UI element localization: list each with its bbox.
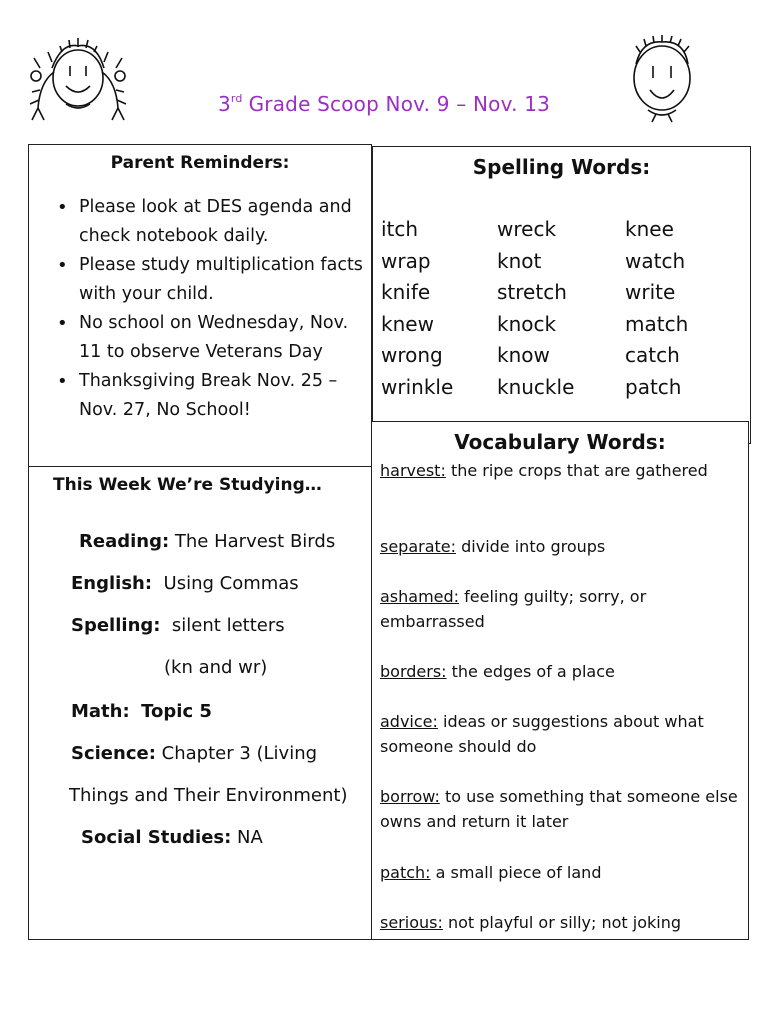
vocab-definition: not playful or silly; not joking bbox=[447, 913, 682, 932]
vocab-definition: to use something that someone else owns and return it later bbox=[380, 787, 738, 831]
spelling-word: match bbox=[625, 311, 689, 336]
vocab-definition: ideas or suggestions about what someone should do bbox=[380, 712, 704, 756]
science-value: Chapter 3 (Living bbox=[161, 743, 318, 764]
studying-panel bbox=[28, 466, 372, 940]
social-studies-line bbox=[81, 827, 263, 848]
vocab-entry bbox=[380, 860, 738, 885]
vocab-entry bbox=[380, 458, 738, 483]
english-value: Using Commas bbox=[163, 573, 299, 594]
spelling-words-panel bbox=[372, 146, 751, 444]
vocabulary-panel bbox=[371, 421, 749, 940]
math-label: Math: bbox=[71, 701, 130, 722]
spelling-word: knot bbox=[497, 248, 542, 273]
vocab-term: borrow: bbox=[380, 787, 440, 806]
english-line bbox=[71, 573, 299, 594]
vocab-entry bbox=[380, 534, 738, 559]
vocab-entry bbox=[380, 784, 738, 834]
reading-value: The Harvest Birds bbox=[174, 531, 336, 552]
spelling-word: knock bbox=[497, 311, 557, 336]
studying-heading: This Week We’re Studying… bbox=[53, 475, 322, 495]
spelling-row bbox=[373, 312, 750, 344]
spelling-row bbox=[373, 280, 750, 312]
vocab-term: advice: bbox=[380, 712, 438, 731]
spelling-label: Spelling: bbox=[71, 615, 161, 636]
vocab-term: serious: bbox=[380, 913, 443, 932]
spelling-heading: Spelling Words: bbox=[472, 155, 651, 179]
spelling-word: itch bbox=[381, 217, 419, 241]
title-suffix: rd bbox=[230, 92, 243, 105]
spelling-word: catch bbox=[625, 343, 680, 367]
social-studies-label: Social Studies: bbox=[81, 827, 232, 848]
spelling-grid bbox=[373, 217, 750, 406]
spelling-word: patch bbox=[625, 374, 682, 399]
vocab-term: borders: bbox=[380, 662, 447, 681]
math-value: Topic 5 bbox=[141, 701, 212, 722]
spelling-word: wrinkle bbox=[381, 374, 454, 399]
spelling-word: watch bbox=[625, 248, 686, 273]
vocabulary-heading: Vocabulary Words: bbox=[454, 430, 666, 454]
title-number: 3 bbox=[217, 92, 231, 116]
vocab-definition: a small piece of land bbox=[435, 863, 602, 882]
reminder-item: • No school on Wednesday, Nov. 11 to observe Veterans Day bbox=[79, 309, 371, 367]
science-line-2 bbox=[69, 785, 347, 806]
spelling-word: wrap bbox=[381, 248, 431, 273]
vocab-entry bbox=[380, 584, 738, 634]
vocab-entry bbox=[380, 910, 738, 935]
spelling-row bbox=[373, 217, 750, 249]
vocab-term: patch: bbox=[380, 863, 431, 882]
spelling-word: know bbox=[497, 343, 550, 367]
reading-label: Reading: bbox=[79, 531, 170, 552]
spelling-row bbox=[373, 375, 750, 407]
science-line bbox=[71, 743, 317, 764]
spelling-line bbox=[71, 615, 285, 636]
vocab-term: harvest: bbox=[380, 461, 446, 480]
spelling-value: silent letters bbox=[171, 615, 285, 636]
parent-reminders-panel bbox=[28, 144, 372, 467]
vocab-entry bbox=[380, 709, 738, 759]
science-label: Science: bbox=[71, 743, 156, 764]
parent-reminders-heading: Parent Reminders: bbox=[110, 153, 290, 173]
vocab-term: separate: bbox=[380, 537, 457, 556]
spelling-word: knife bbox=[381, 280, 431, 304]
spelling-word: knee bbox=[625, 217, 674, 241]
spelling-word: write bbox=[625, 280, 676, 304]
spelling-line-2 bbox=[164, 657, 267, 678]
english-label: English: bbox=[71, 573, 153, 594]
spelling-word: wreck bbox=[497, 217, 557, 241]
spelling-word: knuckle bbox=[497, 374, 575, 399]
spelling-row bbox=[373, 343, 750, 375]
page-title bbox=[0, 92, 768, 116]
reminders-list bbox=[29, 193, 371, 425]
vocab-definition: the edges of a place bbox=[451, 662, 615, 681]
spelling-value-2: (kn and wr) bbox=[164, 657, 268, 678]
vocab-term: ashamed: bbox=[380, 587, 460, 606]
title-text: Grade Scoop Nov. 9 – Nov. 13 bbox=[248, 92, 551, 116]
social-studies-value: NA bbox=[237, 827, 263, 848]
vocab-definition: feeling guilty; sorry, or embarrassed bbox=[380, 587, 647, 631]
reminder-item: • Thanksgiving Break Nov. 25 – Nov. 27, No School! bbox=[79, 367, 371, 425]
science-value-2: Things and Their Environment) bbox=[69, 785, 348, 806]
spelling-word: wrong bbox=[381, 343, 443, 367]
spelling-row bbox=[373, 249, 750, 281]
math-line bbox=[71, 701, 212, 722]
reminder-item: • Please look at DES agenda and check notebook daily. bbox=[79, 193, 371, 251]
spelling-word: stretch bbox=[497, 280, 567, 304]
vocab-definition: divide into groups bbox=[461, 537, 606, 556]
spelling-word: knew bbox=[381, 311, 434, 336]
reminder-item: • Please study multiplication facts with your child. bbox=[79, 251, 371, 309]
reading-line bbox=[79, 531, 335, 552]
vocab-entry bbox=[380, 659, 738, 684]
vocab-definition: the ripe crops that are gathered bbox=[450, 461, 708, 480]
